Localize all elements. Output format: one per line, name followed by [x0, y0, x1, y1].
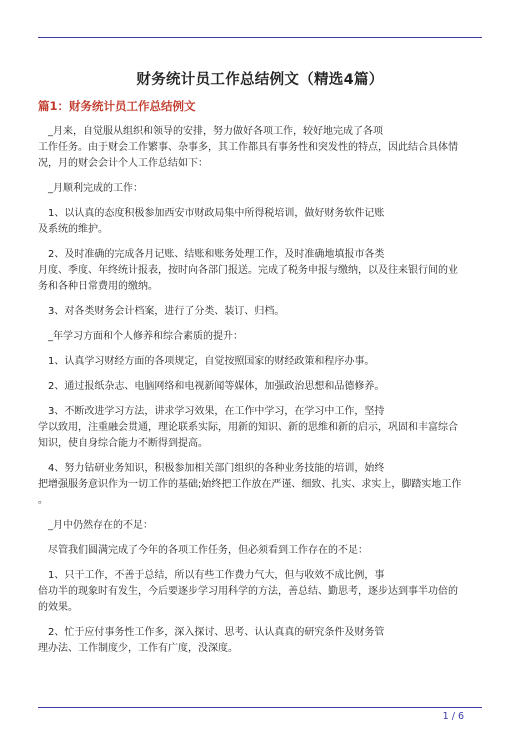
header-rule: [38, 37, 482, 38]
paragraph-intro-shortcomings: 尽管我们圆满完成了今年的各项工作任务，但必须看到工作存在的不足：: [38, 545, 368, 556]
paragraph-heading-shortcomings: _月中仍然存在的不足：: [38, 520, 153, 531]
document-body: [38, 124, 484, 666]
section-title: 篇1：财务统计员工作总结例文: [38, 99, 196, 113]
paragraph-item: 3、对各类财务会计档案，进行了分类、装订、归档。: [38, 306, 285, 317]
paragraph-item: 4、努力钻研业务知识，积极参加相关部门组织的各种业务技能的培训，始终 把增强服务意识作为一切工作的基础;始终把工作放在严谨、细致、扎实、求实上，脚踏实地工作 。: [38, 463, 462, 506]
paragraph-item: 2、忙于应付事务性工作多，深入探讨、思考、认认真真的研究条件及财务管 理办法、工作制度少，工作有广度，没深度。: [38, 627, 385, 654]
page-indicator: 1 / 6: [442, 711, 464, 722]
document-title: 财务统计员工作总结例文（精选4篇）: [136, 72, 384, 88]
paragraph-item: 2、通过报纸杂志、电脑网络和电视新闻等媒体，加强政治思想和品德修养。: [38, 381, 385, 392]
footer-rule: [38, 707, 482, 708]
paragraph-item: 1、只干工作，不善于总结，所以有些工作费力气大，但与收效不成比例，事 倍功半的现象时有发生，今后要逐步学习用科学的方法，善总结、勤思考，逐步达到事半功倍的 的效果。: [38, 570, 458, 613]
paragraph-heading-completed: _月顺利完成的工作：: [38, 183, 143, 194]
paragraph-intro: _月来，自觉服从组织和领导的安排，努力做好各项工作，较好地完成了各项 工作任务。由于财会工作繁事、杂事多，其工作都具有事务性和突发性的特点，因此结合具体情 况，月的财会会计个人工作总结如下：: [38, 126, 458, 169]
paragraph-item: 1、以认真的态度积极参加西安市财政局集中所得税培训，做好财务软件记账 及系统的维护。: [38, 208, 385, 235]
paragraph-heading-learning: _年学习方面和个人修养和综合素质的提升：: [38, 331, 243, 342]
paragraph-item: 3、不断改进学习方法，讲求学习效果，在工作中学习，在学习中工作，坚持 学以致用，注重融会贯通，理论联系实际，用新的知识、新的思维和新的启示，巩固和丰富综合 知识，使自身综合能力不断得到提高。: [38, 406, 458, 449]
paragraph-item: 2、及时准确的完成各月记账、结账和账务处理工作，及时准确地填报市各类 月度、季度、年终统计报表，按时向各部门报送。完成了税务申报与缴纳，以及往来银行间的业 务和各种日常费用的缴纳。: [38, 249, 458, 292]
paragraph-item: 1、认真学习财经方面的各项规定，自觉按照国家的财经政策和程序办事。: [38, 356, 375, 367]
